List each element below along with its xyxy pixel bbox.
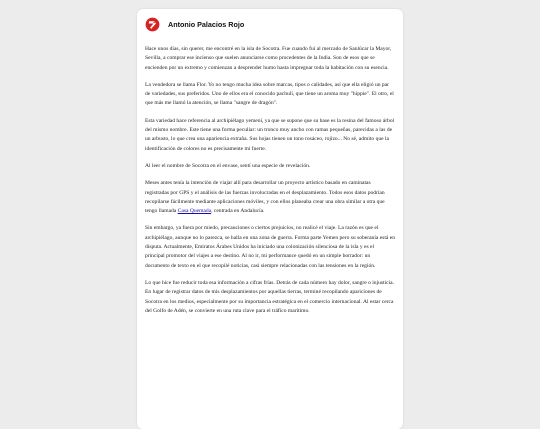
post-card xyxy=(137,9,403,429)
paragraph-text-after-link: , centrada en Andalucía. xyxy=(211,208,265,215)
paragraph: Sin embargo, ya fuera por miedo, precauciones o ciertos prejuicios, no realicé el viaje. La razón es que el archipiélago, aunque no lo parezca, se halla en una zona de guerra. Forma parte Yemen pero su soberanía está en disputa. Actualmente, Emiratos Árabes Unidos ha iniciado una colonización silenciosa de la isla y es el principal promotor del viajes a ese destino. Al no ir, mi performance quedó en un simple borrador: un documento de texto en el que recopilé noticias, casi siempre relacionadas con las tensiones en la región. xyxy=(145,225,395,269)
paragraph-text-before-link: Meses antes tenía la intención de viajar allí para desarrollar un proyecto artístico basado en caminatas registradas por GPS y el análisis de las fuerzas involucradas en el desplazamiento. Todos esos datos podrían recopilarse fácilmente mediante aplicaciones móviles, y con ellos planeaba crear una obra similar a otra que tengo llamada xyxy=(145,180,385,215)
paragraph: Esta variedad hace referencia al archipiélago yemení, ya que se supone que su base es la resina del famoso árbol del mismo nombre. Este tiene una forma peculiar: un tronco muy ancho con ramas pequeñas, parecidas a las de un arbusto, lo que crea una apariencia extraña. Sus hojas tienen un tono rosáceo, rojizo... No sé, admito que la identificación de colores no es precisamente mi fuerte. xyxy=(145,117,395,152)
red-pen-nib-logo-icon[interactable] xyxy=(145,17,160,32)
paragraph-with-link xyxy=(145,179,395,216)
casa-quemada-link[interactable]: Casa Quemada xyxy=(177,208,212,215)
paragraph: La vendedora se llama Flor. Yo no tengo mucha idea sobre marcas, tipos o calidades, así que ella eligió un par de variedades, sus preferidos. Uno de ellos era el conocido pachulí, que tiene un aroma muy "hippie". El otro, el que más me llamó la atención, se llama "sangre de dragón". xyxy=(145,81,394,107)
post-header xyxy=(137,9,403,39)
paragraph: Lo que hice fue reducir toda esa información a cifras frías. Detrás de cada número hay dolor, sangre o injusticia. En lugar de registrar datos de mis desplazamientos por aquellas tierras, terminé recopilando apariciones de Socotra en los medios, especialmente por su importancia estratégica en el comercio internacional. Al estar cerca del Golfo de Adén, se convierte en una ruta clave para el tráfico marítimo. xyxy=(145,279,394,314)
post-body xyxy=(137,39,403,316)
paragraph: Hace unos días, sin querer, me encontré en la isla de Socotra. Fue cuando fui al mercado de Sanlúcar la Mayor, Sevilla, a comprar ese incienso que suelen anunciarse como procedentes de la India. Son de esos que se encienden por un extremo y comienzan a desprender humo hasta impregnar toda la habitación con su esencia. xyxy=(145,46,392,71)
author-name[interactable]: Antonio Palacios Rojo xyxy=(168,19,245,29)
paragraph: Al leer el nombre de Socotra en el envase, sentí una especie de revelación. xyxy=(145,162,311,169)
